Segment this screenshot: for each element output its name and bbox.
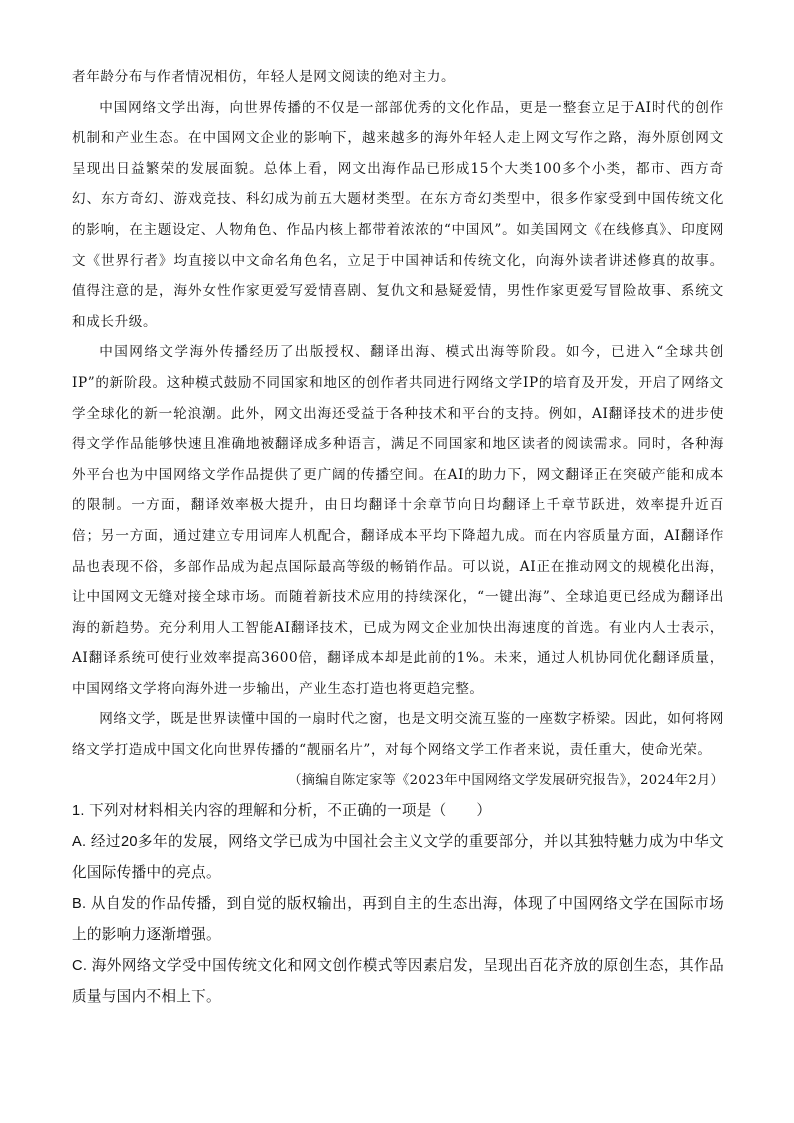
reading-passage xyxy=(72,62,724,766)
passage-paragraph-1: 中国网络文学出海，向世界传播的不仅是一部部优秀的文化作品，更是一整套立足于AI时代的创作机制和产业生态。在中国网文企业的影响下，越来越多的海外年轻人走上网文写作之路，海外原创网文呈现出日益繁荣的发展面貌。总体上看，网文出海作品已形成15个大类100多个小类，都市、西方奇幻、东方奇幻、游戏竞技、科幻成为前五大题材类型。在东方奇幻类型中，很多作家受到中国传统文化的影响，在主题设定、人物角色、作品内核上都带着浓浓的“中国风”。如美国网文《在线修真》、印度网文《世界行者》均直接以中文命名角色名，立足于中国神话和传统文化，向海外读者讲述修真的故事。值得注意的是，海外女性作家更爱写爱情喜剧、复仇文和悬疑爱情，男性作家更爱写冒险故事、系统文和成长升级。 xyxy=(72,99,724,330)
option-c: C. 海外网络文学受中国传统文化和网文创作模式等因素启发，呈现出百花齐放的原创生态，其作品质量与国内不相上下。 xyxy=(72,957,724,1005)
passage-paragraph-continued: 者年龄分布与作者情况相仿，年轻人是网文阅读的绝对主力。 xyxy=(72,69,456,85)
passage-source: （摘编自陈定家等《2023年中国网络文学发展研究报告》，2024年2月） xyxy=(288,772,724,788)
question-1 xyxy=(72,796,724,1013)
option-b: B. 从自发的作品传播，到自觉的版权输出，再到自主的生态出海，体现了中国网络文学在国际市场上的影响力逐渐增强。 xyxy=(72,895,724,943)
option-a: A. 经过20多年的发展，网络文学已成为中国社会主义文学的重要部分，并以其独特魅力成为中华文化国际传播中的亮点。 xyxy=(72,833,724,881)
passage-paragraph-3: 网络文学，既是世界读懂中国的一扇时代之窗，也是文明交流互鉴的一座数字桥梁。因此，如何将网络文学打造成中国文化向世界传播的“靓丽名片”，对每个网络文学工作者来说，责任重大，使命光荣。 xyxy=(72,711,724,759)
passage-paragraph-2: 中国网络文学海外传播经历了出版授权、翻译出海、模式出海等阶段。如今，已进入“全球共创IP”的新阶段。这种模式鼓励不同国家和地区的创作者共同进行网络文学IP的培育及开发，开启了网络文学全球化的新一轮浪潮。此外，网文出海还受益于各种技术和平台的支持。例如，AI翻译技术的进步使得文学作品能够快速且准确地被翻译成多种语言，满足不同国家和地区读者的阅读需求。同时，各种海外平台也为中国网络文学作品提供了更广阔的传播空间。在AI的助力下，网文翻译正在突破产能和成本的限制。一方面，翻译效率极大提升，由日均翻译十余章节向日均翻译上千章节跃进，效率提升近百倍；另一方面，通过建立专用词库人机配合，翻译成本平均下降超九成。而在内容质量方面，AI翻译作品也表现不俗，多部作品成为起点国际最高等级的畅销作品。可以说，AI正在推动网文的规模化出海，让中国网文无缝对接全球市场。而随着新技术应用的持续深化，“一键出海”、全球追更已经成为翻译出海的新趋势。充分利用人工智能AI翻译技术，已成为网文企业加快出海速度的首选。有业内人士表示，AI翻译系统可使行业效率提高3600倍，翻译成本却是此前的1%。未来，通过人机协同优化翻译质量，中国网络文学将向海外进一步输出，产业生态打造也将更趋完整。 xyxy=(72,344,724,697)
question-stem: 1. 下列对材料相关内容的理解和分析，不正确的一项是（ ） xyxy=(72,802,492,819)
